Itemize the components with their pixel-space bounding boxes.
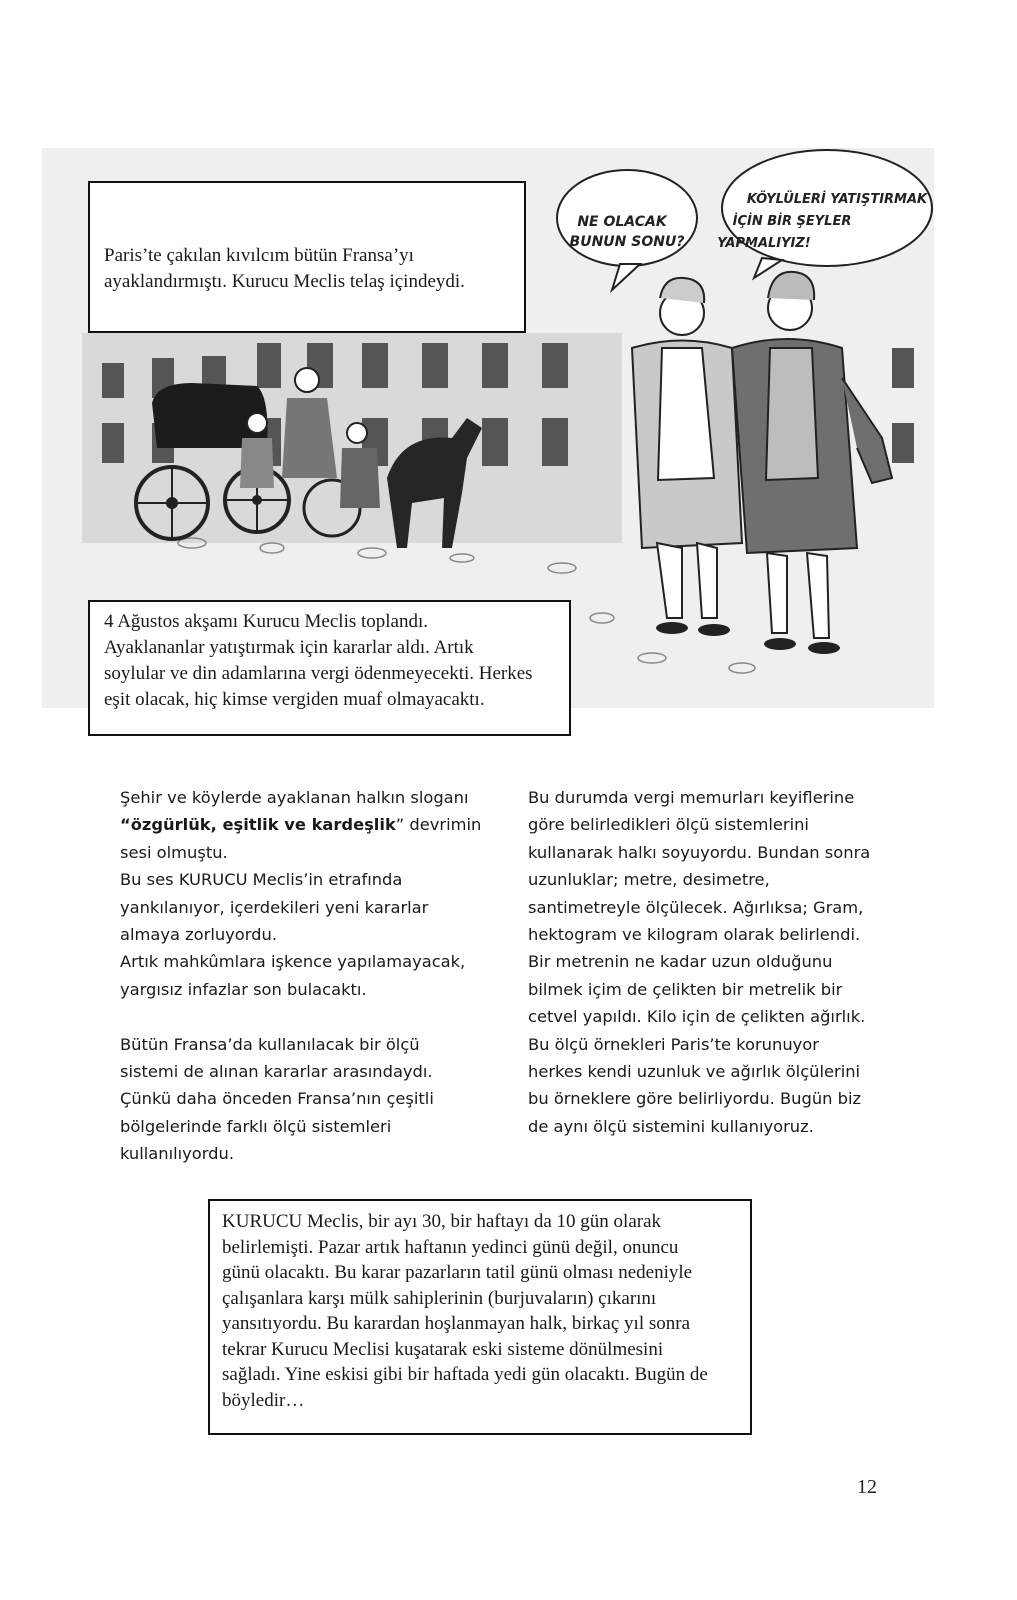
page-number: 12 <box>857 1476 877 1498</box>
left-col-line-1: Şehir ve köylerde ayaklanan halkın sloganı <box>120 788 469 807</box>
right-col-line-11: herkes kendi uzunluk ve ağırlık ölçülerini <box>528 1062 861 1082</box>
left-col-slogan-line <box>120 811 490 838</box>
right-col-line-12: bu örneklere göre belirliyordu. Bugün biz <box>528 1089 862 1109</box>
left-col-line-a4: almaya zorluyordu. <box>120 925 278 945</box>
bubble-right-line-3: YAPMALIYIZ! <box>717 236 811 251</box>
paragraph-gap <box>120 1003 490 1030</box>
left-col-line-a2: Bu ses KURUCU Meclis’in etrafında <box>120 870 403 890</box>
caption-mid-line-1: 4 Ağustos akşamı Kurucu Meclis toplandı. <box>104 611 429 632</box>
left-col-line-b5: kullanılıyordu. <box>120 1144 234 1164</box>
caption-box-middle <box>88 600 571 736</box>
right-col-line-1: Bu durumda vergi memurları keyiflerine <box>528 788 855 807</box>
left-col-line-a6: yargısız infazlar son bulacaktı. <box>120 979 367 999</box>
right-col-line-9: cetvel yapıldı. Kilo için de çelikten ağırlık. <box>528 1007 866 1027</box>
bubble-left-line-1: NE OLACAK <box>577 214 667 230</box>
bubble-right-line-2: İÇİN BİR ŞEYLER <box>732 214 852 229</box>
caption-box-top <box>88 181 526 333</box>
caption-mid-line-3: soylular ve din adamlarına vergi ödenmeyecekti. Herkes <box>104 663 533 684</box>
right-col-line-13: de aynı ölçü sistemini kullanıyoruz. <box>528 1116 814 1136</box>
bubble-left-line-2: BUNUN SONU? <box>569 234 685 250</box>
caption-bottom-line-7: sağladı. Yine eskisi gibi bir haftada yedi gün olacaktı. Bugün de <box>222 1364 708 1385</box>
right-col-line-5: santimetreyle ölçülecek. Ağırlıksa; Gram, <box>528 897 864 917</box>
bubble-right-line-1: KÖYLÜLERİ YATIŞTIRMAK <box>746 192 928 207</box>
caption-bottom-line-5: yansıtıyordu. Bu karardan hoşlanmayan halk, birkaç yıl sonra <box>222 1313 691 1334</box>
right-col-line-6: hektogram ve kilogram olarak belirlendi. <box>528 925 861 945</box>
caption-bottom-line-1: KURUCU Meclis, bir ayı 30, bir haftayı da 10 gün olarak <box>222 1211 662 1232</box>
caption-top-line-2: ayaklandırmıştı. Kurucu Meclis telaş içindeydi. <box>104 271 465 292</box>
left-col-line-b1: Bütün Fransa’da kullanılacak bir ölçü <box>120 1034 420 1054</box>
text-column-left <box>120 784 490 1168</box>
caption-bottom-line-4: çalışanlara karşı mülk sahiplerinin (burjuvaların) çıkarını <box>222 1287 657 1309</box>
left-col-line-a1: sesi olmuştu. <box>120 842 228 862</box>
caption-bottom-line-3: günü olacaktı. Bu karar pazarların tatil günü olması nedeniyle <box>222 1262 693 1283</box>
left-col-line-b3: Çünkü daha önceden Fransa’nın çeşitli <box>120 1089 434 1109</box>
right-col-line-2: göre belirledikleri ölçü sistemlerini <box>528 815 809 835</box>
right-col-line-10: Bu ölçü örnekleri Paris’te korunuyor <box>528 1034 819 1054</box>
right-col-line-3: kullanarak halkı soyuyordu. Bundan sonra <box>528 842 871 862</box>
caption-bottom-line-2: belirlemişti. Pazar artık haftanın yedinci günü değil, onuncu <box>222 1236 679 1258</box>
caption-mid-line-2: Ayaklananlar yatıştırmak için kararlar aldı. Artık <box>104 637 474 658</box>
left-col-line-b2: sistemi de alınan kararlar arasındaydı. <box>120 1062 433 1082</box>
left-col-line-b4: bölgelerinde farklı ölçü sistemleri <box>120 1116 392 1136</box>
right-col-line-7: Bir metrenin ne kadar uzun olduğunu <box>528 952 833 972</box>
left-col-line-a3: yankılanıyor, içerdekileri yeni kararlar <box>120 897 429 917</box>
right-col-line-4: uzunluklar; metre, desimetre, <box>528 870 770 890</box>
caption-top-line-1: Paris’te çakılan kıvılcım bütün Fransa’yı <box>104 245 414 266</box>
right-col-line-8: bilmek içim de çelikten bir metrelik bir <box>528 979 843 999</box>
caption-bottom-line-6: tekrar Kurucu Meclisi kuşatarak eski sisteme dönülmesini <box>222 1338 664 1360</box>
caption-bottom-line-8: böyledir… <box>222 1389 305 1411</box>
caption-box-bottom <box>208 1199 752 1435</box>
caption-mid-line-4: eşit olacak, hiç kimse vergiden muaf olmayacaktı. <box>104 689 485 710</box>
text-column-right <box>528 784 888 1140</box>
slogan-text: “özgürlük, eşitlik ve kardeşlik <box>120 815 396 835</box>
left-col-line-a5: Artık mahkûmlara işkence yapılamayacak, <box>120 952 466 972</box>
slogan-tail: ” devrimin <box>395 815 482 835</box>
